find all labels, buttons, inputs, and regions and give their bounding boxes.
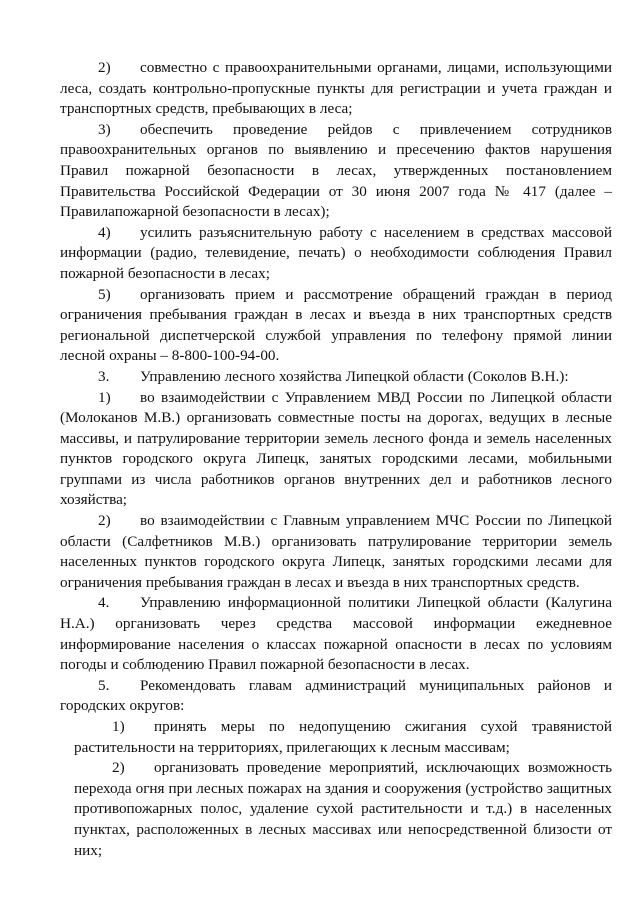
paragraph-1-joint-posts [60,388,612,512]
paragraph-text: организовать проведение мероприятий, исключающих возможность перехода огня при лесных пожарах на здания и сооружения (устройство защитных противопожарных полос, удаление сухой растительности и т.д.) в населенных пунктах, расположенных в лесных массивах или непосредственной близости от них; [74,759,612,859]
document-page [60,58,612,861]
section-5-recommendation [60,676,612,717]
paragraph-text: совместно с правоохранительными органами, лицами, использующими леса, создать контрольно-пропускные пункты для регистрации и учета граждан и транспортных средств, пребывающих в леса; [60,59,612,118]
paragraph-1-burning-prevention [60,717,612,758]
paragraph-2-fire-spread-measures [60,758,612,861]
paragraph-2-patrol [60,511,612,593]
paragraph-text: принять меры по недопущению сжигания сухой травянистой растительности на территориях, прилегающих к лесным массивам; [74,718,612,756]
paragraph-5-hotline [60,285,612,367]
paragraph-text: Управлению информационной политики Липецкой области (Калугина Н.А.) организовать через средства массовой информации ежедневное информирование населения о классах пожарной опасности в лесах по условиям погоды и соблюдению Правил пожарной безопасности в лесах. [60,594,612,674]
section-3-forestry-department [60,367,612,388]
paragraph-3-raids [60,120,612,223]
paragraph-4-outreach [60,223,612,285]
item-number: 2) [98,512,111,530]
paragraph-text: во взаимодействии с Управлением МВД России по Липецкой области (Молоканов М.В.) организовать совместные посты на дорогах, ведущих в лесные массивы, и патрулирование территории земель лесного фонда и земель населенных пунктов городского округа Липецк, занятых городскими лесами, мобильными группами из числа работников органов внутренних дел и работников лесного хозяйства; [60,388,612,509]
section-number: 4. [98,594,110,612]
paragraph-text: организовать прием и рассмотрение обращений граждан в период ограничения пребывания граждан в лесах и въезда в них транспортных средств региональной диспетчерской службой управления по телефону прямой линии лесной охраны – 8-800-100-94-00. [60,285,612,365]
paragraph-text: Управлению лесного хозяйства Липецкой области (Соколов В.Н.): [140,367,569,385]
item-number: 5) [98,285,111,303]
paragraph-text: во взаимодействии с Главным управлением МЧС России по Липецкой области (Салфетников М.В.) организовать патрулирование территории земель населенных пунктов городского округа Липецк, занятых городскими лесами для ограничения пребывания граждан в лесах и въезда в них транспортных средств. [60,512,612,591]
item-number: 4) [98,223,111,241]
item-number: 3) [98,120,111,138]
section-number: 5. [98,676,110,694]
item-number: 1) [98,388,111,406]
section-4-information-policy [60,593,612,675]
item-number: 2) [112,759,125,777]
paragraph-text: Рекомендовать главам администраций муниципальных районов и городских округов: [60,676,612,715]
section-number: 3. [98,367,110,385]
paragraph-2-checkpoints [60,58,612,120]
item-number: 2) [98,59,111,76]
item-number: 1) [112,718,125,735]
paragraph-text: усилить разъяснительную работу с населением в средствах массовой информации (радио, телевидение, печать) о необходимости соблюдения Правил пожарной безопасности в лесах; [60,223,612,282]
paragraph-text: обеспечить проведение рейдов с привлечением сотрудников правоохранительных органов по выявлению и пресечению фактов нарушения Правил пожарной безопасности в лесах, утвержденных постановлением Правительства Российской Федерации от 30 июня 2007 года № 417 (далее – Правилапожарной безопасности в лесах); [60,120,612,221]
